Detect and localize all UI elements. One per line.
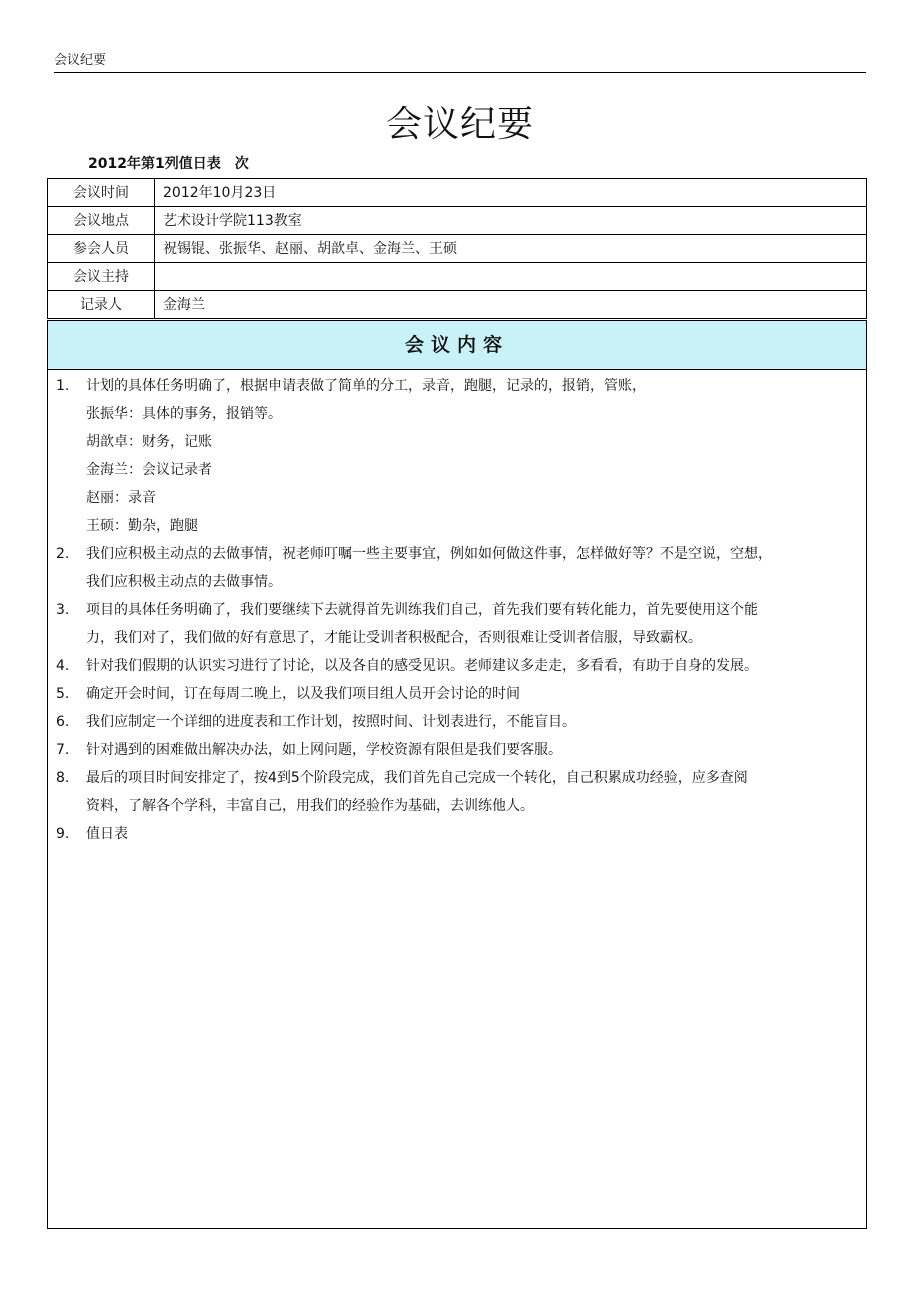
running-title: 会议纪要 <box>54 53 107 68</box>
item-text-line: 胡歆卓：财务，记账 <box>86 434 212 450</box>
item-number: 8. <box>56 770 70 786</box>
item-text-line: 最后的项目时间安排定了，按4到5个阶段完成，我们首先自己完成一个转化，自己积累成功经验，应多查阅 <box>86 770 748 786</box>
info-value <box>155 263 867 291</box>
page-header <box>54 52 866 73</box>
item-number: 7. <box>56 742 70 758</box>
item-text-line: 值日表 <box>86 826 128 842</box>
list-item <box>48 708 866 736</box>
info-label: 会议地点 <box>48 207 155 235</box>
info-value: 祝锡锟、张振华、赵丽、胡歆卓、金海兰、王硕 <box>155 235 867 263</box>
item-text-line: 力，我们对了，我们做的好有意思了，才能让受训者积极配合，否则很难让受训者信服，导致霸权。 <box>86 630 702 646</box>
item-text-line: 我们应制定一个详细的进度表和工作计划，按照时间、计划表进行，不能盲目。 <box>86 714 576 730</box>
item-text-line: 针对遇到的困难做出解决办法，如上网问题，学校资源有限但是我们要客服。 <box>86 742 562 758</box>
list-item <box>48 764 866 820</box>
item-number: 4. <box>56 658 70 674</box>
item-text-line: 针对我们假期的认识实习进行了讨论，以及各自的感受见识。老师建议多走走，多看看，有助于自身的发展。 <box>86 658 758 674</box>
item-text-line: 王硕：勤杂，跑腿 <box>86 518 198 534</box>
info-label: 参会人员 <box>48 235 155 263</box>
info-value: 艺术设计学院113教室 <box>155 207 867 235</box>
info-label: 会议主持 <box>48 263 155 291</box>
info-value: 金海兰 <box>155 291 867 319</box>
item-number: 1. <box>56 378 70 394</box>
info-row-recorder <box>48 291 867 319</box>
item-number: 2. <box>56 546 70 562</box>
item-text-line: 赵丽：录音 <box>86 490 156 506</box>
info-value: 2012年10月23日 <box>155 179 867 207</box>
meeting-info-table <box>47 178 867 319</box>
list-item <box>48 736 866 764</box>
list-item <box>48 372 866 540</box>
item-text-line: 我们应积极主动点的去做事情，祝老师叮嘱一些主要事宜，例如如何做这件事，怎样做好等？不是空说，空想， <box>86 546 772 562</box>
list-item <box>48 596 866 652</box>
item-number: 6. <box>56 714 70 730</box>
list-item <box>48 680 866 708</box>
info-row-attendees <box>48 235 867 263</box>
item-text-line: 我们应积极主动点的去做事情。 <box>86 574 282 590</box>
info-row-time <box>48 179 867 207</box>
item-text-line: 项目的具体任务明确了，我们要继续下去就得首先训练我们自己，首先我们要有转化能力，首先要使用这个能 <box>86 602 758 618</box>
item-number: 3. <box>56 602 70 618</box>
info-row-host <box>48 263 867 291</box>
meeting-content <box>47 369 867 1229</box>
item-text-line: 张振华：具体的事务，报销等。 <box>86 406 282 422</box>
info-row-location <box>48 207 867 235</box>
list-item <box>48 652 866 680</box>
item-text-line: 计划的具体任务明确了，根据申请表做了简单的分工，录音，跑腿，记录的，报销，管账， <box>86 378 646 394</box>
list-item <box>48 540 866 596</box>
content-list <box>48 372 866 848</box>
info-label: 会议时间 <box>48 179 155 207</box>
item-number: 5. <box>56 686 70 702</box>
item-number: 9. <box>56 826 70 842</box>
item-text-line: 金海兰：会议记录者 <box>86 462 212 478</box>
content-heading: 会议内容 <box>47 320 867 370</box>
item-text-line: 确定开会时间，订在每周二晚上，以及我们项目组人员开会讨论的时间 <box>86 686 520 702</box>
document-subtitle: 2012年第1列值日表 次 <box>88 156 249 172</box>
list-item <box>48 820 866 848</box>
item-text-line: 资料，了解各个学科，丰富自己，用我们的经验作为基础，去训练他人。 <box>86 798 534 814</box>
document-title: 会议纪要 <box>385 104 534 145</box>
info-label: 记录人 <box>48 291 155 319</box>
